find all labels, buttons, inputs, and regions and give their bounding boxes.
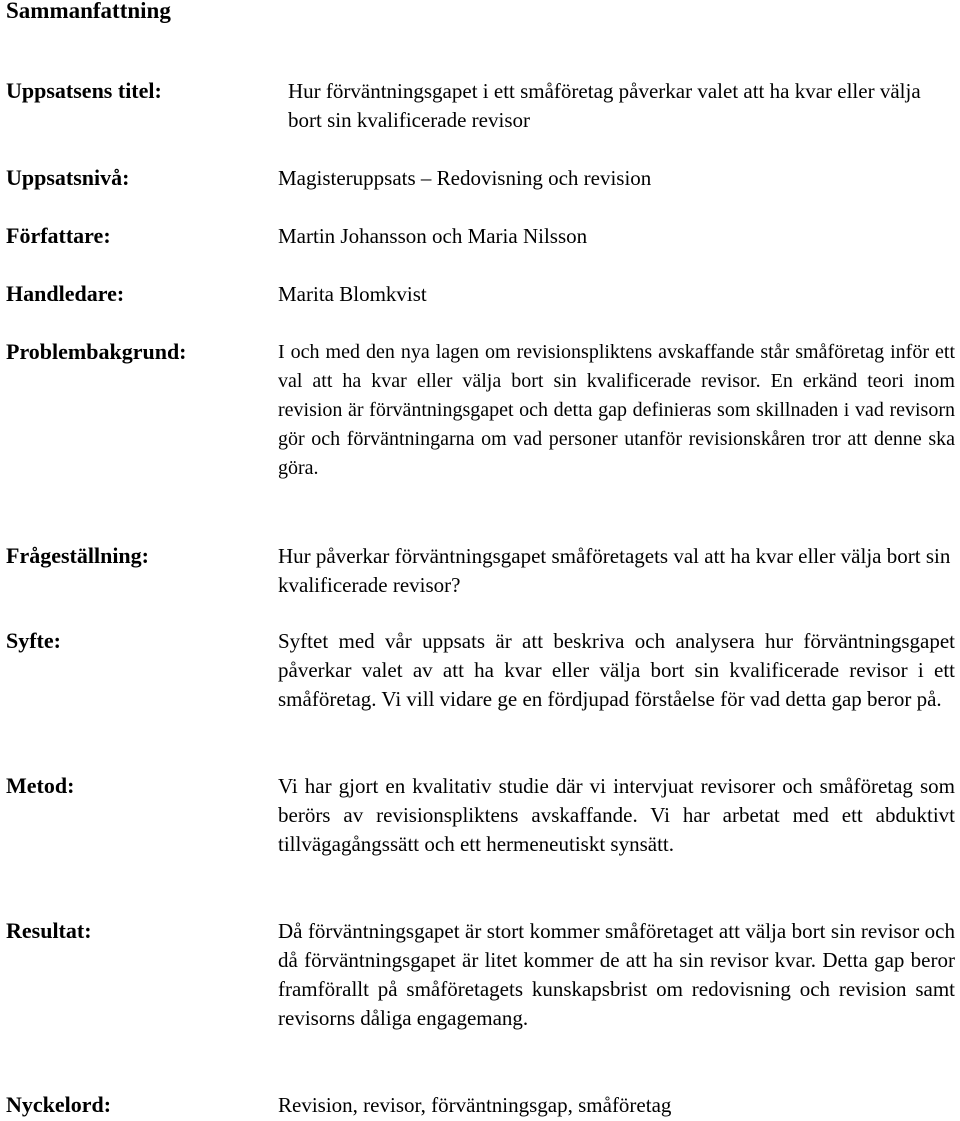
authors-value: Martin Johansson och Maria Nilsson: [278, 224, 588, 248]
background-label: Problembakgrund:: [6, 339, 187, 364]
method-value: Vi har gjort en kvalitativ studie där vi intervjuat revisorer och småföretag som berörs av revisionspliktens avskaffande. Vi har arbetat med ett abduktivt tillvägagångssätt och ett hermeneutiskt synsätt.: [278, 774, 955, 856]
authors-label: Författare:: [6, 223, 111, 248]
title-value: Hur förväntningsgapet i ett småföretag påverkar valet att ha kvar eller välja bort sin kvalificerade revisor: [288, 79, 921, 132]
purpose-value: Syftet med vår uppsats är att beskriva och analysera hur förväntningsgapet påverkar valet av att ha kvar eller välja bort sin kvalificerade revisor i ett småföretag. Vi vill vidare ge en fördjupad förståelse för vad detta gap beror på.: [278, 629, 955, 711]
supervisor-label: Handledare:: [6, 281, 125, 306]
question-value: Hur påverkar förväntningsgapet småföretagets val att ha kvar eller välja bort sin kvalificerade revisor?: [278, 544, 951, 597]
level-value: Magisteruppsats – Redovisning och revision: [278, 166, 652, 190]
supervisor-value: Marita Blomkvist: [278, 282, 427, 306]
method-label: Metod:: [6, 773, 75, 798]
background-value: I och med den nya lagen om revisionspliktens avskaffande står småföretag inför ett val att ha kvar eller välja bort sin kvalificerade revisor. En erkänd teori inom revision är förväntningsgapet och detta gap definieras som skillnaden i vad revisorn gör och förväntningarna om vad personer utanför revisionskåren tror att denne ska göra.: [278, 341, 955, 479]
summary-heading: Sammanfattning: [6, 0, 171, 23]
keywords-label: Nyckelord:: [6, 1092, 112, 1117]
results-label: Resultat:: [6, 918, 92, 943]
level-label: Uppsatsnivå:: [6, 165, 130, 190]
keywords-value: Revision, revisor, förväntningsgap, småföretag: [278, 1093, 672, 1117]
question-label: Frågeställning:: [6, 543, 149, 568]
purpose-label: Syfte:: [6, 628, 61, 653]
title-label: Uppsatsens titel:: [6, 78, 162, 103]
results-value: Då förväntningsgapet är stort kommer småföretaget att välja bort sin revisor och då förväntningsgapet är litet kommer de att ha sin revisor kvar. Detta gap beror framförallt på småföretagets kunskapsbrist om redovisning och revision samt revisorns dåliga engagemang.: [278, 919, 955, 1030]
